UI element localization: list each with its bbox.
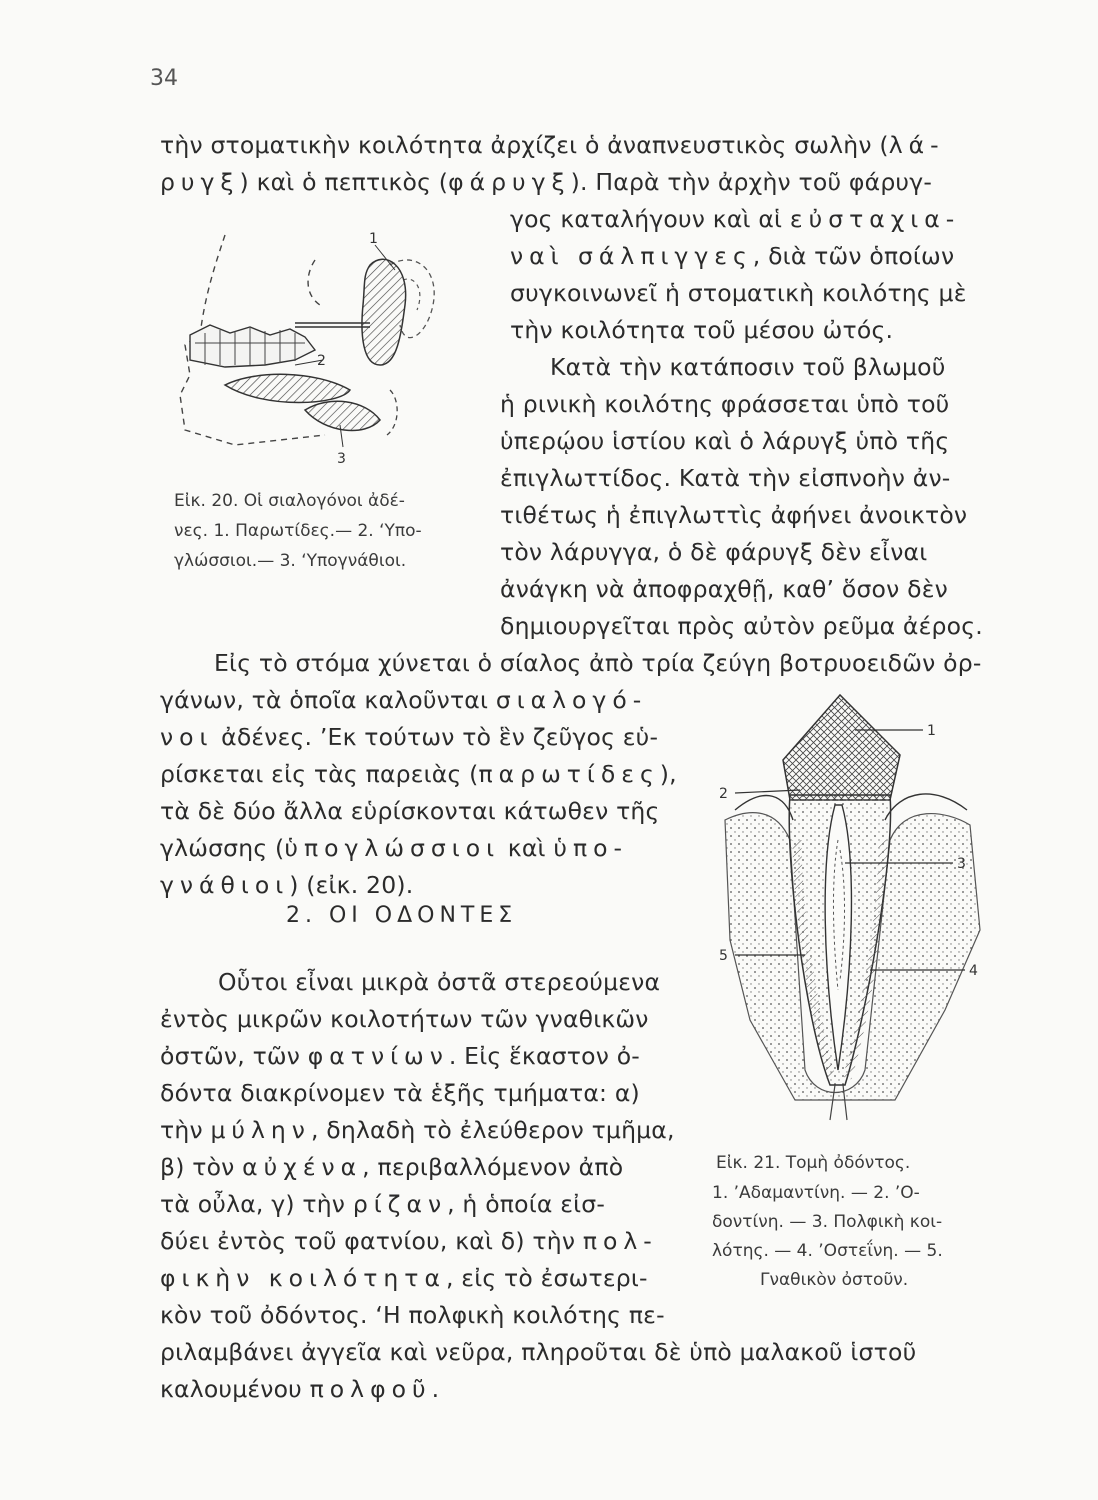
text-line: Εἰς τὸ στόμα χύνεται ὁ σίαλος ἀπὸ τρία ζεύγη βοτρυοειδῶν ὀρ-: [214, 649, 982, 677]
fig20-label-2: 2: [317, 353, 326, 369]
text-line: ἡ ρινικὴ κοιλότης φράσσεται ὑπὸ τοῦ: [500, 390, 950, 418]
text-line: Κατὰ τὴν κατάποσιν τοῦ βλωμοῦ: [550, 353, 946, 381]
text-line: ἐπιγλωττίδος. Κατὰ τὴν εἰσπνοὴν ἀν-: [500, 464, 951, 492]
text-line: ριλαμβάνει ἀγγεῖα καὶ νεῦρα, πληροῦται δὲ ὑπὸ μαλακοῦ ἱστοῦ: [160, 1338, 917, 1366]
page-number: 34: [150, 66, 178, 91]
figure-21-caption-line: Γναθικὸν ὀστοῦν.: [760, 1270, 909, 1290]
figure-21-caption-line: Εἰκ. 21. Τομὴ ὀδόντος.: [716, 1153, 911, 1173]
text-line: συγκοινωνεῖ ἡ στοματικὴ κοιλότης μὲ: [510, 279, 967, 307]
text-line: ναὶ σάλπιγγες, διὰ τῶν ὁποίων: [510, 242, 955, 270]
text-line: γλώσσης (ὑπογλώσσιοι καὶ ὑπο-: [160, 834, 628, 862]
figure-20: [165, 225, 465, 470]
salivary-glands-drawing: [165, 225, 465, 470]
figure-21-caption-line: λότης. — 4. ’Οστεΐνη. — 5.: [712, 1241, 943, 1261]
text-line: τιθέτως ἡ ἐπιγλωττὶς ἀφήνει ἀνοικτὸν: [500, 501, 968, 529]
text-line: τὴν κοιλότητα τοῦ μέσου ὠτός.: [510, 316, 894, 344]
text-line: καλουμένου πολφοῦ.: [160, 1375, 440, 1403]
text-line: ἀνάγκη νὰ ἀποφραχθῇ, καθ’ ὅσον δὲν: [500, 575, 948, 603]
fig21-label-1: 1: [927, 723, 936, 739]
text-line: γάνων, τὰ ὁποῖα καλοῦνται σιαλογό-: [160, 686, 648, 714]
text-line: τὴν στοματικὴν κοιλότητα ἀρχίζει ὁ ἀναπνευστικὸς σωλὴν (λά-: [160, 131, 945, 159]
text-line: Οὗτοι εἶναι μικρὰ ὀστᾶ στερεούμενα: [218, 968, 661, 996]
text-line: ὑπερῴου ἱστίου καὶ ὁ λάρυγξ ὑπὸ τῆς: [500, 427, 950, 455]
tooth-section-drawing: [705, 690, 995, 1130]
figure-20-caption-line: Εἰκ. 20. Οἱ σιαλογόνοι ἀδέ-: [174, 491, 405, 511]
fig20-label-3: 3: [337, 451, 346, 467]
figure-20-caption-line: νες. 1. Παρωτίδες.— 2. ‘Υπο-: [174, 521, 422, 541]
text-line: κὸν τοῦ ὀδόντος. ‘Η πολφικὴ κοιλότης πε-: [160, 1301, 665, 1329]
figure-21-caption-line: 1. ’Αδαμαντίνη. — 2. ’Ο-: [712, 1183, 920, 1203]
fig21-label-4: 4: [969, 963, 978, 979]
text-line: φικὴν κοιλότητα, εἰς τὸ ἐσωτερι-: [160, 1264, 648, 1292]
text-line: τὰ οὖλα, γ) τὴν ρίζαν, ἡ ὁποία εἰσ-: [160, 1190, 606, 1218]
figure-20-caption-line: γλώσσιοι.— 3. ‘Υπογνάθιοι.: [174, 551, 407, 571]
text-line: τὸν λάρυγγα, ὁ δὲ φάρυγξ δὲν εἶναι: [500, 538, 928, 566]
text-line: γνάθιοι) (εἰκ. 20).: [160, 871, 414, 899]
text-line: δόντα διακρίνομεν τὰ ἑξῆς τμήματα: α): [160, 1079, 640, 1107]
fig21-label-2: 2: [719, 786, 728, 802]
fig21-label-3: 3: [957, 856, 966, 872]
text-line: δημιουργεῖται πρὸς αὐτὸν ρεῦμα ἀέρος.: [500, 612, 983, 640]
text-line: γος καταλήγουν καὶ αἱ εὐσταχια-: [510, 205, 961, 233]
section-heading: 2. ΟΙ ΟΔΟΝΤΕΣ: [286, 903, 518, 928]
text-line: ὀστῶν, τῶν φατνίων. Εἰς ἕκαστον ὀ-: [160, 1042, 640, 1070]
text-line: νοι ἀδένες. ’Εκ τούτων τὸ ἓν ζεῦγος εὑ-: [160, 723, 659, 751]
text-line: ρίσκεται εἰς τὰς παρειὰς (παρωτίδες),: [160, 760, 677, 788]
fig21-label-5: 5: [719, 948, 728, 964]
figure-21: [705, 690, 995, 1130]
fig20-label-1: 1: [369, 231, 378, 247]
text-line: ρυγξ) καὶ ὁ πεπτικὸς (φάρυγξ). Παρὰ τὴν ἀρχὴν τοῦ φάρυγ-: [160, 168, 933, 196]
text-line: δύει ἐντὸς τοῦ φατνίου, καὶ δ) τὴν πολ-: [160, 1227, 658, 1255]
figure-21-caption-line: δοντίνη. — 3. Πολφικὴ κοι-: [712, 1212, 943, 1232]
text-line: τὰ δὲ δύο ἄλλα εὑρίσκονται κάτωθεν τῆς: [160, 797, 660, 825]
text-line: β) τὸν αὐχένα, περιβαλλόμενον ἀπὸ: [160, 1153, 624, 1181]
text-line: ἐντὸς μικρῶν κοιλοτήτων τῶν γναθικῶν: [160, 1005, 649, 1033]
text-line: τὴν μύλην, δηλαδὴ τὸ ἐλεύθερον τμῆμα,: [160, 1116, 675, 1144]
